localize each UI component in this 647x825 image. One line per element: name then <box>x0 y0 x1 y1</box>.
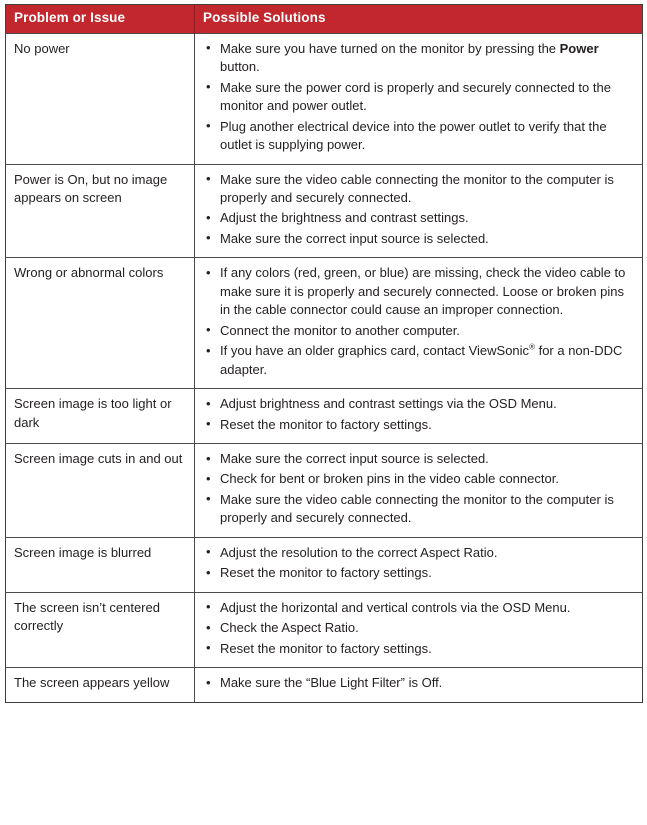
solution-item: • Adjust the horizontal and vertical controls via the OSD Menu. <box>205 599 634 617</box>
solution-item: • Reset the monitor to factory settings. <box>205 564 634 582</box>
solution-item: • Adjust the resolution to the correct Aspect Ratio. <box>205 544 634 562</box>
solution-item: • Make sure the correct input source is selected. <box>205 230 634 248</box>
solution-item: • Make sure the power cord is properly and securely connected to the monitor and power outlet. <box>205 79 634 116</box>
solution-item: • Make sure the video cable connecting the monitor to the computer is properly and securely connected. <box>205 171 634 208</box>
solution-list <box>205 674 634 692</box>
solution-item: • Adjust the brightness and contrast settings. <box>205 209 634 227</box>
solution-list <box>205 40 634 155</box>
problem-cell <box>6 668 195 702</box>
solution-item: • Make sure you have turned on the monitor by pressing the Power button. <box>205 40 634 77</box>
problem-cell <box>6 592 195 667</box>
solutions-cell <box>195 258 643 389</box>
solution-item: • Plug another electrical device into the power outlet to verify that the outlet is supplying power. <box>205 118 634 155</box>
troubleshooting-table <box>5 4 643 703</box>
table-row <box>6 389 643 444</box>
solution-item: • Check for bent or broken pins in the video cable connector. <box>205 470 634 488</box>
solution-list <box>205 264 634 379</box>
column-header-problem: Problem or Issue <box>6 5 195 34</box>
solutions-cell <box>195 444 643 538</box>
problem-text: Power is On, but no image appears on screen <box>14 171 168 206</box>
table-row <box>6 33 643 164</box>
solution-item: • Adjust brightness and contrast settings via the OSD Menu. <box>205 395 634 413</box>
solution-list <box>205 599 634 658</box>
problem-text: The screen appears yellow <box>14 675 170 691</box>
solutions-cell <box>195 537 643 592</box>
problem-cell <box>6 258 195 389</box>
solution-item: • Reset the monitor to factory settings. <box>205 640 634 658</box>
solutions-cell <box>195 592 643 667</box>
problem-text: Screen image cuts in and out <box>14 451 183 466</box>
problem-cell <box>6 389 195 444</box>
emphasis-text: Power <box>559 40 599 56</box>
problem-text: No power <box>14 40 70 56</box>
problem-text: The screen isn’t centered correctly <box>14 599 160 634</box>
solution-item: • If any colors (red, green, or blue) are missing, check the video cable to make sure it is properly and securely connected. Loose or broken pins in the cable connector could cause an improper connection. <box>205 264 634 319</box>
solution-list <box>205 544 634 583</box>
solution-list <box>205 171 634 249</box>
table-row <box>6 537 643 592</box>
solution-list <box>205 395 634 434</box>
solution-list <box>205 450 634 528</box>
table-row <box>6 592 643 667</box>
solution-item: • Check the Aspect Ratio. <box>205 619 634 637</box>
registered-trademark-icon: ® <box>529 342 535 352</box>
problem-text: Screen image is blurred <box>14 544 152 560</box>
solutions-cell <box>195 389 643 444</box>
solutions-cell <box>195 164 643 258</box>
solution-item: • Make sure the correct input source is selected. <box>205 450 634 468</box>
problem-text: Wrong or abnormal colors <box>14 265 164 281</box>
problem-cell <box>6 537 195 592</box>
table-row <box>6 668 643 702</box>
solution-item: • Make sure the “Blue Light Filter” is Off. <box>205 674 634 692</box>
column-header-solutions: Possible Solutions <box>195 5 643 34</box>
table-row <box>6 444 643 538</box>
solutions-cell <box>195 33 643 164</box>
solution-item: • Make sure the video cable connecting the monitor to the computer is properly and securely connected. <box>205 491 634 528</box>
header-row <box>6 5 643 34</box>
table-body <box>6 33 643 702</box>
problem-cell <box>6 164 195 258</box>
problem-text: Screen image is too light or dark <box>14 396 172 430</box>
problem-cell <box>6 33 195 164</box>
solution-item: • If you have an older graphics card, contact ViewSonic® for a non-DDC adapter. <box>205 342 634 379</box>
problem-cell <box>6 444 195 538</box>
solution-item: • Reset the monitor to factory settings. <box>205 416 634 434</box>
table-row <box>6 164 643 258</box>
table-row <box>6 258 643 389</box>
table-header <box>6 5 643 34</box>
solutions-cell <box>195 668 643 702</box>
solution-item: • Connect the monitor to another computer. <box>205 322 634 340</box>
